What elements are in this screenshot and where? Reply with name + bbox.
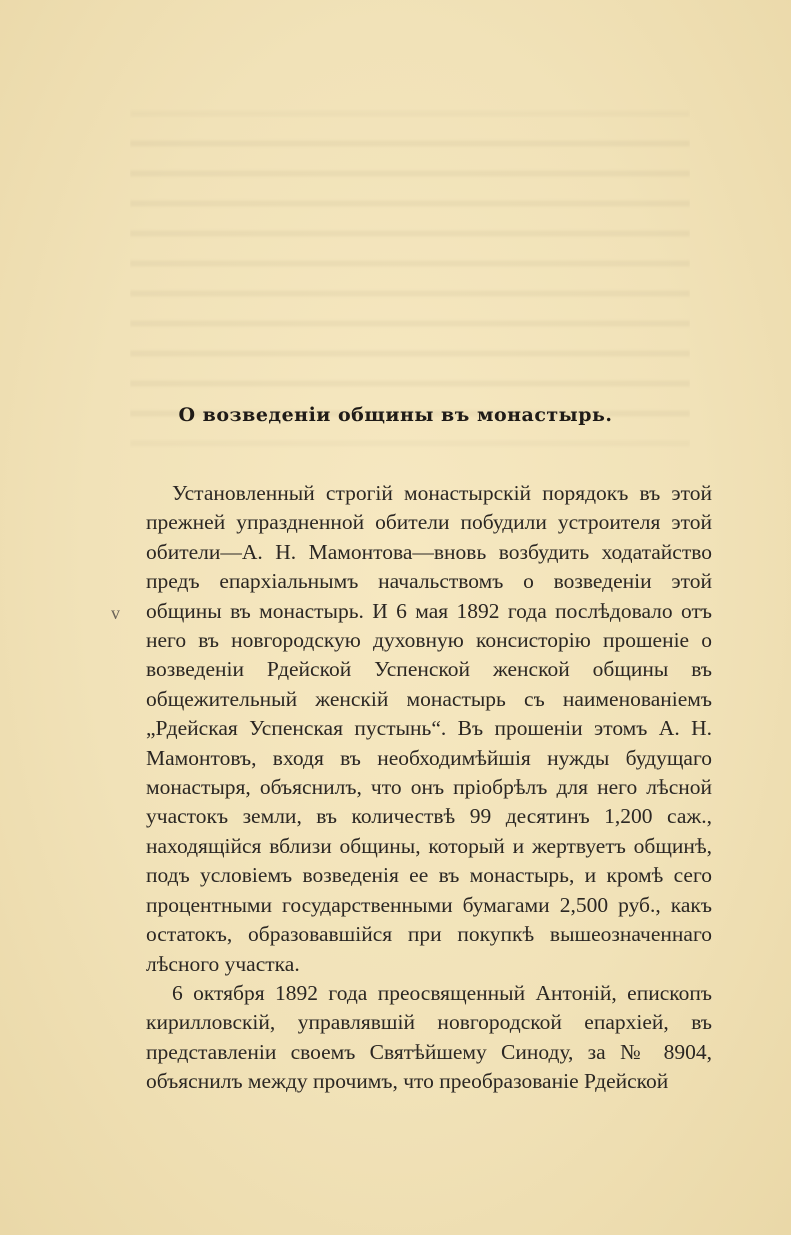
paragraph: 6 октября 1892 года преосвященный Антоній, епископъ кирилловскій, управлявшій новгородской епархіей, въ представленіи своемъ Святѣйшему Синоду, за № 8904, объяснилъ между прочимъ, что преобразованіе Рдейской — [146, 980, 712, 1094]
body-text — [146, 479, 712, 1097]
margin-mark: v — [111, 603, 120, 623]
section-heading: О возведеніи общины въ монастырь. — [178, 404, 613, 426]
paragraph: Установленный строгій монастырскій порядокъ въ этой прежней упраздненной обители побудили устроителя этой обители—А. Н. Мамонтова—вновь возбудить ходатайство предъ епархіальнымъ начальствомъ о возведеніи этой общины въ монастырь. И 6 мая 1892 года послѣдовало отъ него въ новгородскую духовную консисторію прошеніе о возведеніи Рдейской Успенской женской общины въ общежительный женскій монастырь съ наименованіемъ „Рдейская Успенская пустынь“. Въ прошеніи этомъ А. Н. Мамонтовъ, входя въ необходимѣйшія нужды будущаго монастыря, объяснилъ, что онъ пріобрѣлъ для него лѣсной участокъ земли, въ количествѣ 99 десятинъ 1,200 саж., находящійся вблизи общины, который и жертвуетъ общинѣ, подъ условіемъ возведенія ее въ монастырь, и кромѣ сего процентными государственными бумагами 2,500 руб., какъ остатокъ, образовавшійся при покупкѣ вышеозначеннаго лѣсного участка. — [146, 481, 712, 976]
